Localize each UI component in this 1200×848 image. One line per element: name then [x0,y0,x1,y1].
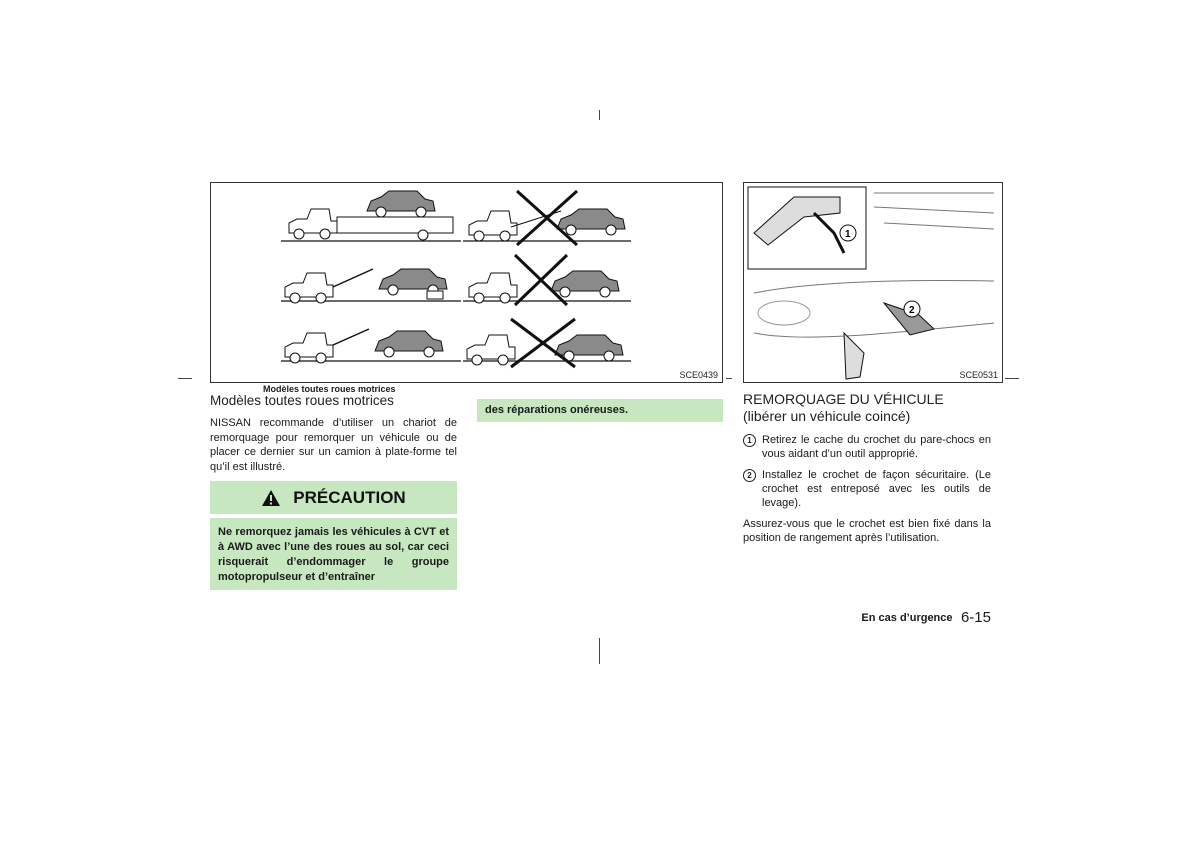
figure-code: SCE0439 [679,370,718,380]
page-number: 6-15 [960,609,991,627]
crop-mark-left [178,378,192,379]
section-heading: Modèles toutes roues motrices [210,393,394,408]
precaution-body: Ne remorquez jamais les véhicules à CVT et à AWD avec l’une des roues au sol, car ceci risquerait d’endommager le groupe motopropulseur et d’entraîner [210,518,457,590]
figure-code: SCE0531 [959,370,998,380]
svg-text:1: 1 [845,229,851,240]
crop-mark-top [599,110,600,120]
svg-text:2: 2 [909,305,915,316]
step-text: Retirez le cache du crochet du pare-chocs en vous aidant d’un outil approprié. [762,434,991,460]
section-name: En cas d’urgence [861,611,953,624]
list-item [743,468,991,510]
towing-heading: REMORQUAGE DU VÉHICULE [743,391,944,407]
crop-mark-right [1005,378,1019,379]
prohibited-tow-rear-lift [463,255,631,305]
prohibited-tow-front-lift [463,191,631,245]
tow-hook-figure [743,182,1003,383]
crop-mark-bottom [599,638,600,664]
prohibited-tow-wheels-on-ground [463,319,631,367]
intro-paragraph: NISSAN recommande d’utiliser un chariot de remorquage pour remorquer un véhicule ou de placer ce dernier sur un camion à plate-forme tel qu’il est illustré. [210,417,457,473]
precaution-header [210,481,457,514]
precaution-continuation: des réparations onéreuses. [477,399,723,422]
note-paragraph: Assurez-vous que le crochet est bien fixé dans la position de rangement après l’utilisation. [743,518,991,544]
crop-mark-center-left [726,378,732,379]
figure-caption: Modèles toutes roues motrices [263,384,396,394]
precaution-title: PRÉCAUTION [293,487,406,507]
flatbed-truck-illustration [281,191,461,241]
towing-steps [743,433,991,545]
step-text: Installez le crochet de façon sécuritaire. (Le crochet est entreposé avec les outils de levage). [762,469,991,509]
towing-figure [210,182,723,383]
towing-subheading: (libérer un véhicule coincé) [743,408,911,424]
page-footer [820,609,991,627]
tow-hook-illustration [744,183,1002,382]
step-number: 2 [743,469,756,482]
tow-dolly-illustration [281,269,461,303]
towing-illustration [211,183,722,382]
step-number: 1 [743,434,756,447]
wheel-lift-dolly-illustration [281,329,461,363]
list-item [743,433,991,461]
warning-icon [261,489,281,507]
